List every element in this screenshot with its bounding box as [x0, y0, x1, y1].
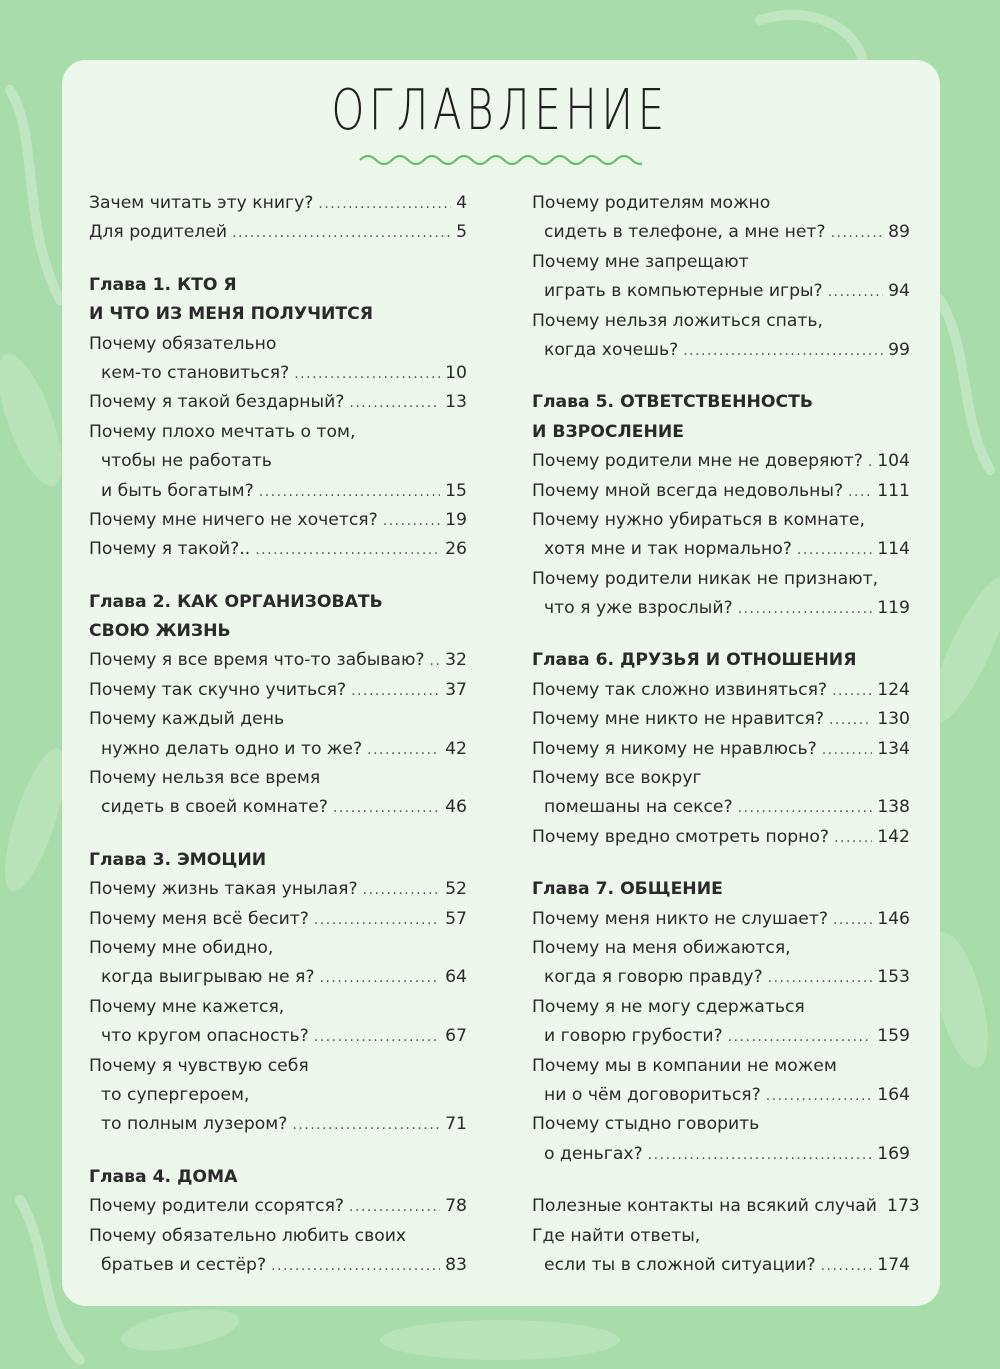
chapter-heading: Глава 2. КАК ОРГАНИЗОВАТЬ [89, 591, 383, 612]
toc-entry[interactable] [89, 875, 467, 904]
toc-entry[interactable] [89, 1110, 467, 1139]
section-gap [532, 1169, 910, 1192]
toc-entry-title: Зачем читать эту книгу? [89, 193, 314, 213]
dot-leader [738, 595, 873, 624]
toc-entry[interactable] [532, 447, 910, 476]
toc-entry[interactable] [89, 1052, 467, 1081]
toc-entry-title: Почему плохо мечтать о том, [89, 421, 356, 442]
toc-entry-title: что я уже взрослый? [544, 598, 733, 619]
dot-leader [829, 706, 872, 735]
dot-leader [834, 824, 872, 853]
toc-entry[interactable] [89, 506, 467, 535]
toc-entry-title: Для родителей [89, 222, 228, 243]
dot-leader [868, 448, 872, 477]
toc-entry[interactable] [532, 307, 910, 336]
toc-entry[interactable] [89, 189, 467, 218]
toc-left-column [89, 189, 467, 1280]
toc-entry-title: сидеть в своей комнате? [101, 797, 328, 818]
toc-entry[interactable] [532, 189, 910, 218]
toc-page-number: 130 [877, 709, 910, 730]
toc-page-number: 67 [445, 1026, 467, 1047]
section-gap [532, 365, 910, 388]
toc-page-number: 142 [877, 826, 910, 847]
toc-entry-title: помешаны на сексе? [544, 797, 733, 818]
toc-entry[interactable] [89, 735, 467, 764]
toc-entry-title: что кругом опасность? [101, 1026, 309, 1047]
dot-leader [766, 1082, 872, 1111]
toc-entry[interactable] [89, 905, 467, 934]
toc-entry[interactable] [89, 993, 467, 1022]
toc-entry[interactable] [532, 248, 910, 277]
toc-entry-title: Почему обязательно любить своих [89, 1225, 407, 1246]
dot-leader [683, 337, 883, 366]
toc-entry[interactable] [532, 277, 910, 306]
toc-entry-title: Почему каждый день [89, 709, 285, 730]
toc-entry-title: кем-то становиться? [101, 362, 290, 383]
chapter-heading: Глава 5. ОТВЕТСТВЕННОСТЬ [532, 392, 813, 413]
section-gap [89, 1140, 467, 1163]
toc-entry[interactable] [532, 506, 910, 535]
dot-leader [648, 1141, 873, 1170]
toc-page-number: 111 [877, 480, 910, 501]
toc-entry[interactable] [89, 764, 467, 793]
toc-entry[interactable] [89, 477, 467, 506]
toc-entry-title: когда выигрываю не я? [101, 967, 315, 988]
toc-entry-title: Полезные контакты на всякий случай [532, 1196, 877, 1217]
toc-entry[interactable] [532, 1052, 910, 1081]
toc-entry[interactable] [532, 676, 910, 705]
toc-entry[interactable] [89, 388, 467, 417]
toc-entry[interactable] [532, 1140, 910, 1169]
toc-page-number: 114 [877, 539, 910, 560]
toc-page-number: 89 [888, 222, 910, 243]
toc-entry-title: Почему меня никто не слушает? [532, 908, 828, 929]
toc-page-number: 71 [445, 1114, 467, 1135]
chapter-heading: Глава 4. ДОМА [89, 1166, 238, 1187]
toc-entry[interactable] [532, 905, 910, 934]
toc-page-number: 78 [445, 1196, 467, 1217]
dot-leader [314, 1023, 440, 1052]
dot-leader [738, 794, 873, 823]
toc-page-number: 153 [877, 967, 910, 988]
dot-leader [333, 794, 440, 823]
toc-entry[interactable] [532, 793, 910, 822]
dot-leader [318, 190, 451, 219]
toc-entry-title: то супергероем, [101, 1084, 250, 1105]
chapter-heading: И ЧТО ИЗ МЕНЯ ПОЛУЧИТСЯ [89, 304, 373, 325]
toc-page-number: 146 [877, 908, 910, 929]
toc-entry[interactable] [532, 705, 910, 734]
toc-page-number: 159 [877, 1026, 910, 1047]
dot-leader [848, 478, 872, 507]
toc-entry[interactable] [89, 646, 467, 675]
dot-leader [363, 876, 441, 905]
section-gap [89, 565, 467, 588]
toc-entry-title: и быть богатым? [101, 480, 254, 501]
toc-entry[interactable] [89, 705, 467, 734]
toc-entry[interactable] [532, 1110, 910, 1139]
toc-entry-title: Почему я все время что-то забываю? [89, 650, 425, 671]
toc-entry-title: Почему мной всегда недовольны? [532, 480, 844, 501]
toc-page-number: 173 [886, 1196, 920, 1217]
dot-leader [383, 507, 440, 536]
toc-entry-title: Почему я такой?.. [89, 539, 251, 560]
toc-entry-title: Почему я никому не нравлюсь? [532, 738, 817, 759]
toc-page-number: 10 [445, 362, 467, 383]
toc-entry-title: Почему родители мне не доверяют? [532, 451, 863, 472]
toc-entry[interactable] [532, 1192, 920, 1221]
toc-entry[interactable] [89, 218, 467, 247]
dot-leader [320, 964, 441, 993]
toc-entry-title: играть в компьютерные игры? [544, 281, 823, 302]
toc-entry-title: Почему родители никак не признают, [532, 568, 879, 589]
toc-entry-title: и говорю грубости? [544, 1026, 723, 1047]
toc-entry[interactable] [532, 963, 910, 992]
dot-leader [271, 1252, 440, 1281]
toc-entry[interactable] [532, 735, 910, 764]
toc-entry[interactable] [532, 594, 910, 623]
toc-entry-title: Почему мне никто не нравится? [532, 709, 824, 730]
toc-page-number: 64 [445, 967, 467, 988]
toc-entry-title: хотя мне и так нормально? [544, 539, 792, 560]
toc-entry[interactable] [89, 1251, 467, 1280]
toc-entry[interactable] [89, 447, 467, 476]
toc-page-number: 26 [445, 539, 467, 560]
chapter-heading: Глава 3. ЭМОЦИИ [89, 849, 267, 870]
toc-page-number: 13 [445, 392, 467, 413]
toc-entry-title: когда я говорю правду? [544, 967, 763, 988]
chapter-heading: Глава 7. ОБЩЕНИЕ [532, 879, 723, 900]
toc-entry-title: Почему нужно убираться в комнате, [532, 509, 865, 530]
toc-entry-title: Почему нельзя ложиться спать, [532, 310, 824, 331]
toc-entry[interactable] [532, 1081, 910, 1110]
toc-entry-title: Почему мне обидно, [89, 937, 274, 958]
dot-leader [833, 906, 872, 935]
dot-leader [255, 536, 440, 565]
toc-entry-title: Почему так сложно извиняться? [532, 679, 828, 700]
toc-entry[interactable] [532, 565, 910, 594]
toc-page-number: 164 [877, 1084, 910, 1105]
toc-entry-title: Почему нельзя все время [89, 768, 321, 789]
section-gap [532, 852, 910, 875]
toc-entry[interactable] [89, 418, 467, 447]
dot-leader [828, 278, 883, 307]
toc-entry[interactable] [532, 1022, 910, 1051]
dot-leader [294, 360, 440, 389]
toc-page-number: 46 [445, 797, 467, 818]
toc-entry-title: Почему мне кажется, [89, 996, 285, 1017]
toc-page-number: 19 [445, 509, 467, 530]
toc-entry-title: Почему обязательно [89, 333, 277, 354]
dot-leader [367, 736, 440, 765]
toc-entry-title: Почему родителям можно [532, 193, 771, 213]
dot-leader [831, 219, 884, 248]
toc-entry[interactable] [89, 359, 467, 388]
toc-entry-title: когда хочешь? [544, 339, 679, 360]
toc-entry-title: сидеть в телефоне, а мне нет? [544, 222, 826, 243]
toc-entry[interactable] [89, 1222, 467, 1251]
toc-entry[interactable] [89, 1081, 467, 1110]
toc-entry-title: Почему родители ссорятся? [89, 1196, 345, 1217]
toc-entry[interactable] [89, 934, 467, 963]
dot-leader [768, 964, 873, 993]
toc-entry[interactable] [532, 336, 910, 365]
toc-page-number: 94 [888, 281, 910, 302]
toc-page-number: 174 [877, 1254, 910, 1275]
toc-page-number: 4 [456, 193, 467, 213]
toc-entry-title: если ты в сложной ситуации? [544, 1254, 816, 1275]
toc-entry[interactable] [532, 1222, 910, 1251]
toc-page-number: 83 [445, 1254, 467, 1275]
toc-entry-title: Почему жизнь такая унылая? [89, 879, 358, 900]
toc-entry[interactable] [532, 764, 910, 793]
chapter-heading: СВОЮ ЖИЗНЬ [89, 621, 231, 642]
dot-leader [351, 677, 440, 706]
toc-entry-title: Почему стыдно говорить [532, 1114, 760, 1135]
toc-entry-title: Почему все вокруг [532, 768, 702, 789]
toc-page-number: 169 [877, 1143, 910, 1164]
toc-page-number: 52 [445, 879, 467, 900]
wave-divider [358, 152, 642, 168]
toc-entry-title: то полным лузером? [101, 1114, 288, 1135]
toc-entry[interactable] [89, 793, 467, 822]
toc-entry-title: Почему меня всё бесит? [89, 908, 309, 929]
toc-page-number: 124 [877, 679, 910, 700]
toc-page-number: 57 [445, 908, 467, 929]
chapter-heading: Глава 6. ДРУЗЬЯ И ОТНОШЕНИЯ [532, 650, 857, 671]
toc-entry[interactable] [532, 535, 910, 564]
toc-entry[interactable] [89, 676, 467, 705]
toc-page-number: 37 [445, 679, 467, 700]
dot-leader [832, 677, 872, 706]
dot-leader [797, 536, 872, 565]
dot-leader [728, 1023, 873, 1052]
toc-page-number: 32 [445, 650, 467, 671]
section-gap [532, 623, 910, 646]
toc-entry-title: Почему я не могу сдержаться [532, 996, 805, 1017]
section-gap [89, 248, 467, 271]
toc-entry-title: Почему мне запрещают [532, 251, 749, 272]
chapter-heading: Глава 1. КТО Я [89, 274, 237, 295]
toc-entry[interactable] [89, 963, 467, 992]
page-title: ОГЛАВЛЕНИЕ [331, 78, 669, 143]
toc-entry-title: ни о чём договориться? [544, 1084, 761, 1105]
toc-entry-title: чтобы не работать [101, 451, 272, 472]
dot-leader [822, 736, 872, 765]
toc-right-column [532, 189, 920, 1280]
toc-page-number: 134 [877, 738, 910, 759]
toc-entry-title: нужно делать одно и то же? [101, 738, 363, 759]
toc-entry-title: Почему я чувствую себя [89, 1055, 309, 1076]
dot-leader [232, 219, 451, 248]
toc-entry[interactable] [532, 1251, 910, 1280]
dot-leader [349, 1193, 440, 1222]
toc-entry-title: Почему мы в компании не можем [532, 1055, 837, 1076]
toc-page-number: 99 [888, 339, 910, 360]
toc-entry-title: Почему я такой бездарный? [89, 392, 345, 413]
toc-entry-title: Где найти ответы, [532, 1225, 701, 1246]
toc-page-number: 42 [445, 738, 467, 759]
toc-entry[interactable] [89, 330, 467, 359]
toc-entry-title: Почему так скучно учиться? [89, 679, 347, 700]
toc-entry-title: братьев и сестёр? [101, 1254, 267, 1275]
toc-page-number: 15 [445, 480, 467, 501]
toc-entry-title: Почему мне ничего не хочется? [89, 509, 378, 530]
dot-leader [259, 478, 440, 507]
toc-entry-title: Почему вредно смотреть порно? [532, 826, 830, 847]
toc-entry[interactable] [89, 1192, 467, 1221]
dot-leader [314, 906, 440, 935]
toc-entry[interactable] [532, 993, 910, 1022]
toc-page-number: 104 [877, 451, 910, 472]
dot-leader [349, 389, 440, 418]
toc-entry[interactable] [532, 477, 910, 506]
toc-entry[interactable] [532, 934, 910, 963]
toc-page-number: 5 [456, 222, 467, 243]
section-gap [89, 823, 467, 846]
toc-entry[interactable] [532, 218, 910, 247]
toc-entry-title: Почему на меня обижаются, [532, 937, 791, 958]
toc-page-number: 138 [877, 797, 910, 818]
toc-entry[interactable] [532, 823, 910, 852]
chapter-heading: И ВЗРОСЛЕНИЕ [532, 421, 685, 442]
toc-entry[interactable] [89, 1022, 467, 1051]
toc-page-number: 119 [877, 598, 910, 619]
dot-leader [430, 647, 441, 676]
dot-leader [821, 1252, 873, 1281]
toc-entry-title: о деньгах? [544, 1143, 643, 1164]
toc-entry[interactable] [89, 535, 467, 564]
dot-leader [292, 1111, 440, 1140]
